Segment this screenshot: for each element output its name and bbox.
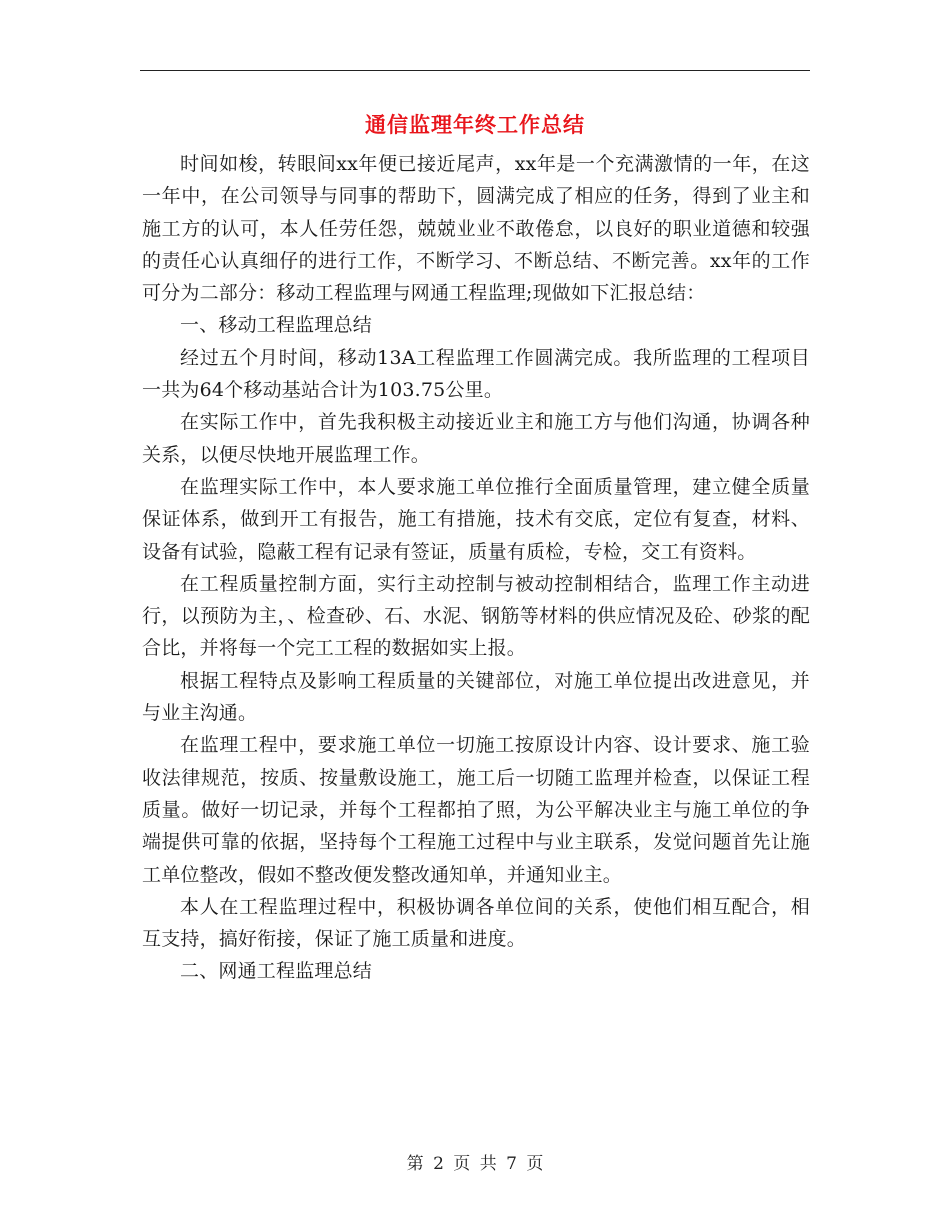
header-rule — [140, 70, 810, 71]
paragraph-intro: 时间如梭，转眼间xx年便已接近尾声，xx年是一个充满激情的一年，在这一年中，在公司领导与同事的帮助下，圆满完成了相应的任务，得到了业主和施工方的认可，本人任劳任怨，兢兢业业不敢倦怠，以良好的职业道德和较强的责任心认真细仔的进行工作，不断学习、不断总结、不断完善。xx年的工作可分为二部分：移动工程监理与网通工程监理;现做如下汇报总结： — [142, 153, 810, 305]
paragraph-supervision-process: 在监理工程中，要求施工单位一切施工按原设计内容、设计要求、施工验收法律规范，按质、按量敷设施工，施工后一切随工监理并检查，以保证工程质量。做好一切记录，并每个工程都拍了照，为公平解决业主与施工单位的争端提供可靠的依据，坚持每个工程施工过程中与业主联系，发觉问题首先让施工单位整改，假如不整改便发整改通知单，并通知业主。 — [142, 734, 810, 886]
paragraph-improvement: 根据工程特点及影响工程质量的关键部位，对施工单位提出改进意见，并与业主沟通。 — [142, 669, 810, 725]
paragraph-communication: 在实际工作中，首先我积极主动接近业主和施工方与他们沟通，协调各种关系，以便尽快地开展监理工作。 — [142, 411, 810, 466]
paragraph-quality-management: 在监理实际工作中，本人要求施工单位推行全面质量管理，建立健全质量保证体系，做到开工有报告，施工有措施，技术有交底，定位有复查，材料、设备有试验，隐蔽工程有记录有签证，质量有质检，专检，交工有资料。 — [142, 475, 810, 563]
page-footer: 第 2 页 共 7 页 — [406, 1154, 544, 1174]
document-body — [142, 148, 810, 988]
paragraph-quality-control: 在工程质量控制方面，实行主动控制与被动控制相结合，监理工作主动进行，以预防为主，、检查砂、石、水泥、钢筋等材料的供应情况及砼、砂浆的配合比，并将每一个完工工程的数据如实上报。 — [142, 572, 810, 660]
section-heading-mobile: 一、移动工程监理总结 — [180, 314, 373, 337]
section-heading-netcom: 二、网通工程监理总结 — [180, 960, 373, 983]
paragraph-coordination: 本人在工程监理过程中，积极协调各单位间的关系，使他们相互配合，相互支持，搞好衔接，保证了施工质量和进度。 — [142, 895, 810, 951]
document-title: 通信监理年终工作总结 — [365, 113, 585, 137]
paragraph-mobile-overview: 经过五个月时间，移动13A工程监理工作圆满完成。我所监理的工程项目一共为64个移动基站合计为103.75公里。 — [142, 346, 810, 402]
